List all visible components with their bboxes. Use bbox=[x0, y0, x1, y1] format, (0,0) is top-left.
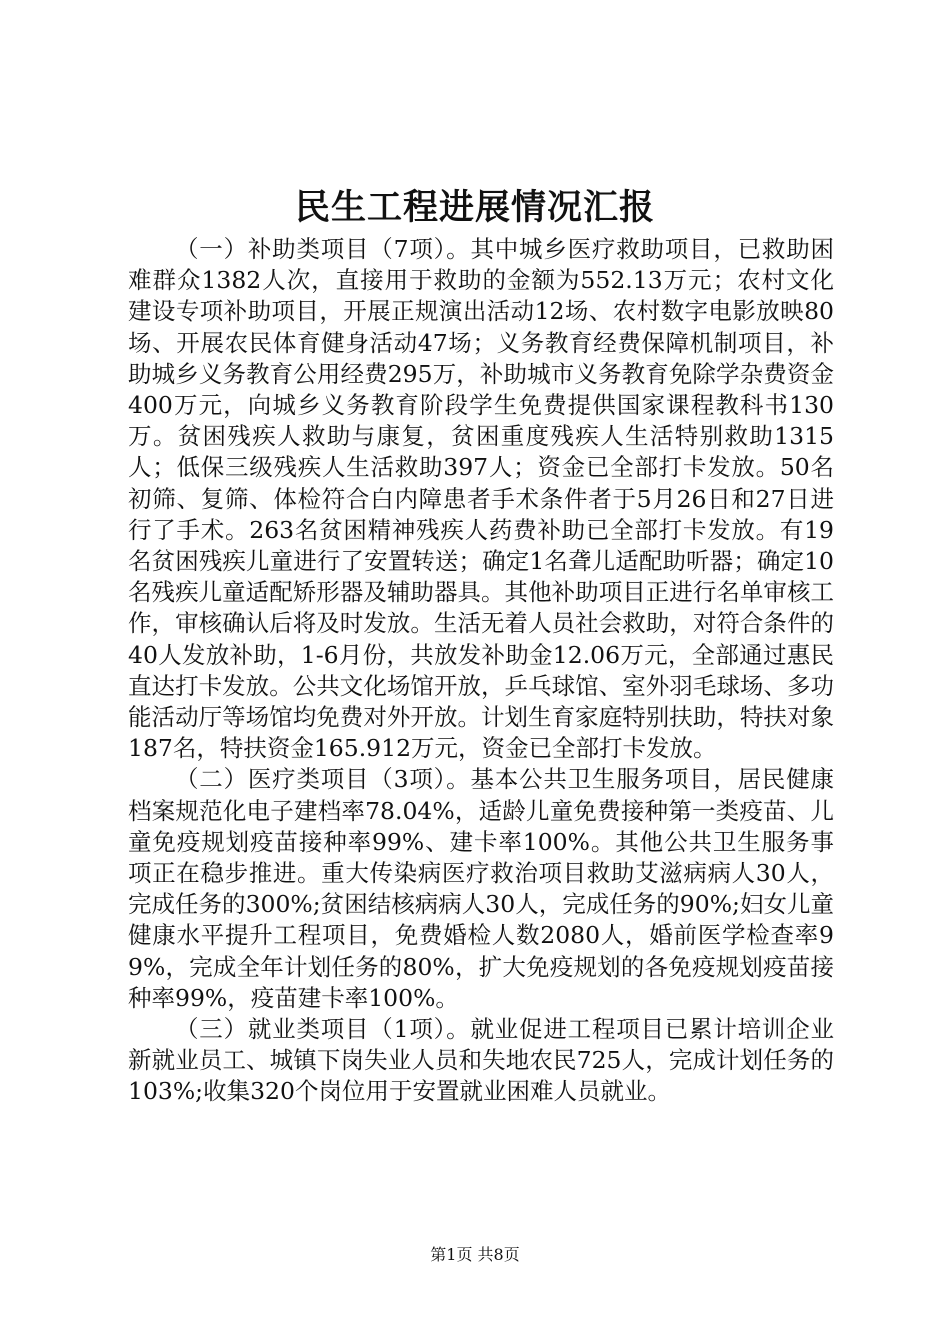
paragraph-subsidy-projects: （一）补助类项目（7项）。其中城乡医疗救助项目，已救助困难群众1382人次，直接用于救助的金额为552.13万元；农村文化建设专项补助项目，开展正规演出活动12场、农村数字电影放映80场、开展农民体育健身活动47场；义务教育经费保障机制项目，补助城乡义务教育公用经费295万，补助城市义务教育免除学杂费资金400万元，向城乡义务教育阶段学生免费提供国家课程教科书130万。贫困残疾人救助与康复，贫困重度残疾人生活特别救助1315人；低保三级残疾人生活救助397人；资金已全部打卡发放。50名初筛、复筛、体检符合白内障患者手术条件者于5月26日和27日进行了手术。263名贫困精神残疾人药费补助已全部打卡发放。有19名贫困残疾儿童进行了安置转送；确定1名聋儿适配助听器；确定10名残疾儿童适配矫形器及辅助器具。其他补助项目正进行名单审核工作，审核确认后将及时发放。生活无着人员社会救助，对符合条件的40人发放补助，1-6月份，共放发补助金12.06万元，全部通过惠民直达打卡发放。公共文化场馆开放，乒乓球馆、室外羽毛球场、多功能活动厅等场馆均免费对外开放。计划生育家庭特别扶助，特扶对象187名，特扶资金165.912万元，资金已全部打卡发放。 bbox=[128, 235, 834, 763]
paragraph-medical-projects: （二）医疗类项目（3项）。基本公共卫生服务项目，居民健康档案规范化电子建档率78.04%，适龄儿童免费接种第一类疫苗、儿童免疫规划疫苗接种率99%、建卡率100%。其他公共卫生服务事项正在稳步推进。重大传染病医疗救治项目救助艾滋病病人30人，完成任务的300%;贫困结核病病人30人，完成任务的90%;妇女儿童健康水平提升工程项目，免费婚检人数2080人，婚前医学检查率99%，完成全年计划任务的80%，扩大免疫规划的各免疫规划疫苗接种率99%，疫苗建卡率100%。 bbox=[128, 765, 834, 1012]
paragraph-employment-projects: （三）就业类项目（1项）。就业促进工程项目已累计培训企业新就业员工、城镇下岗失业人员和失地农民725人，完成计划任务的103%;收集320个岗位用于安置就业困难人员就业。 bbox=[128, 1015, 834, 1106]
document-body bbox=[128, 234, 834, 1108]
page-number-footer: 第1页 共8页 bbox=[430, 1245, 520, 1264]
document-title: 民生工程进展情况汇报 bbox=[294, 187, 655, 228]
